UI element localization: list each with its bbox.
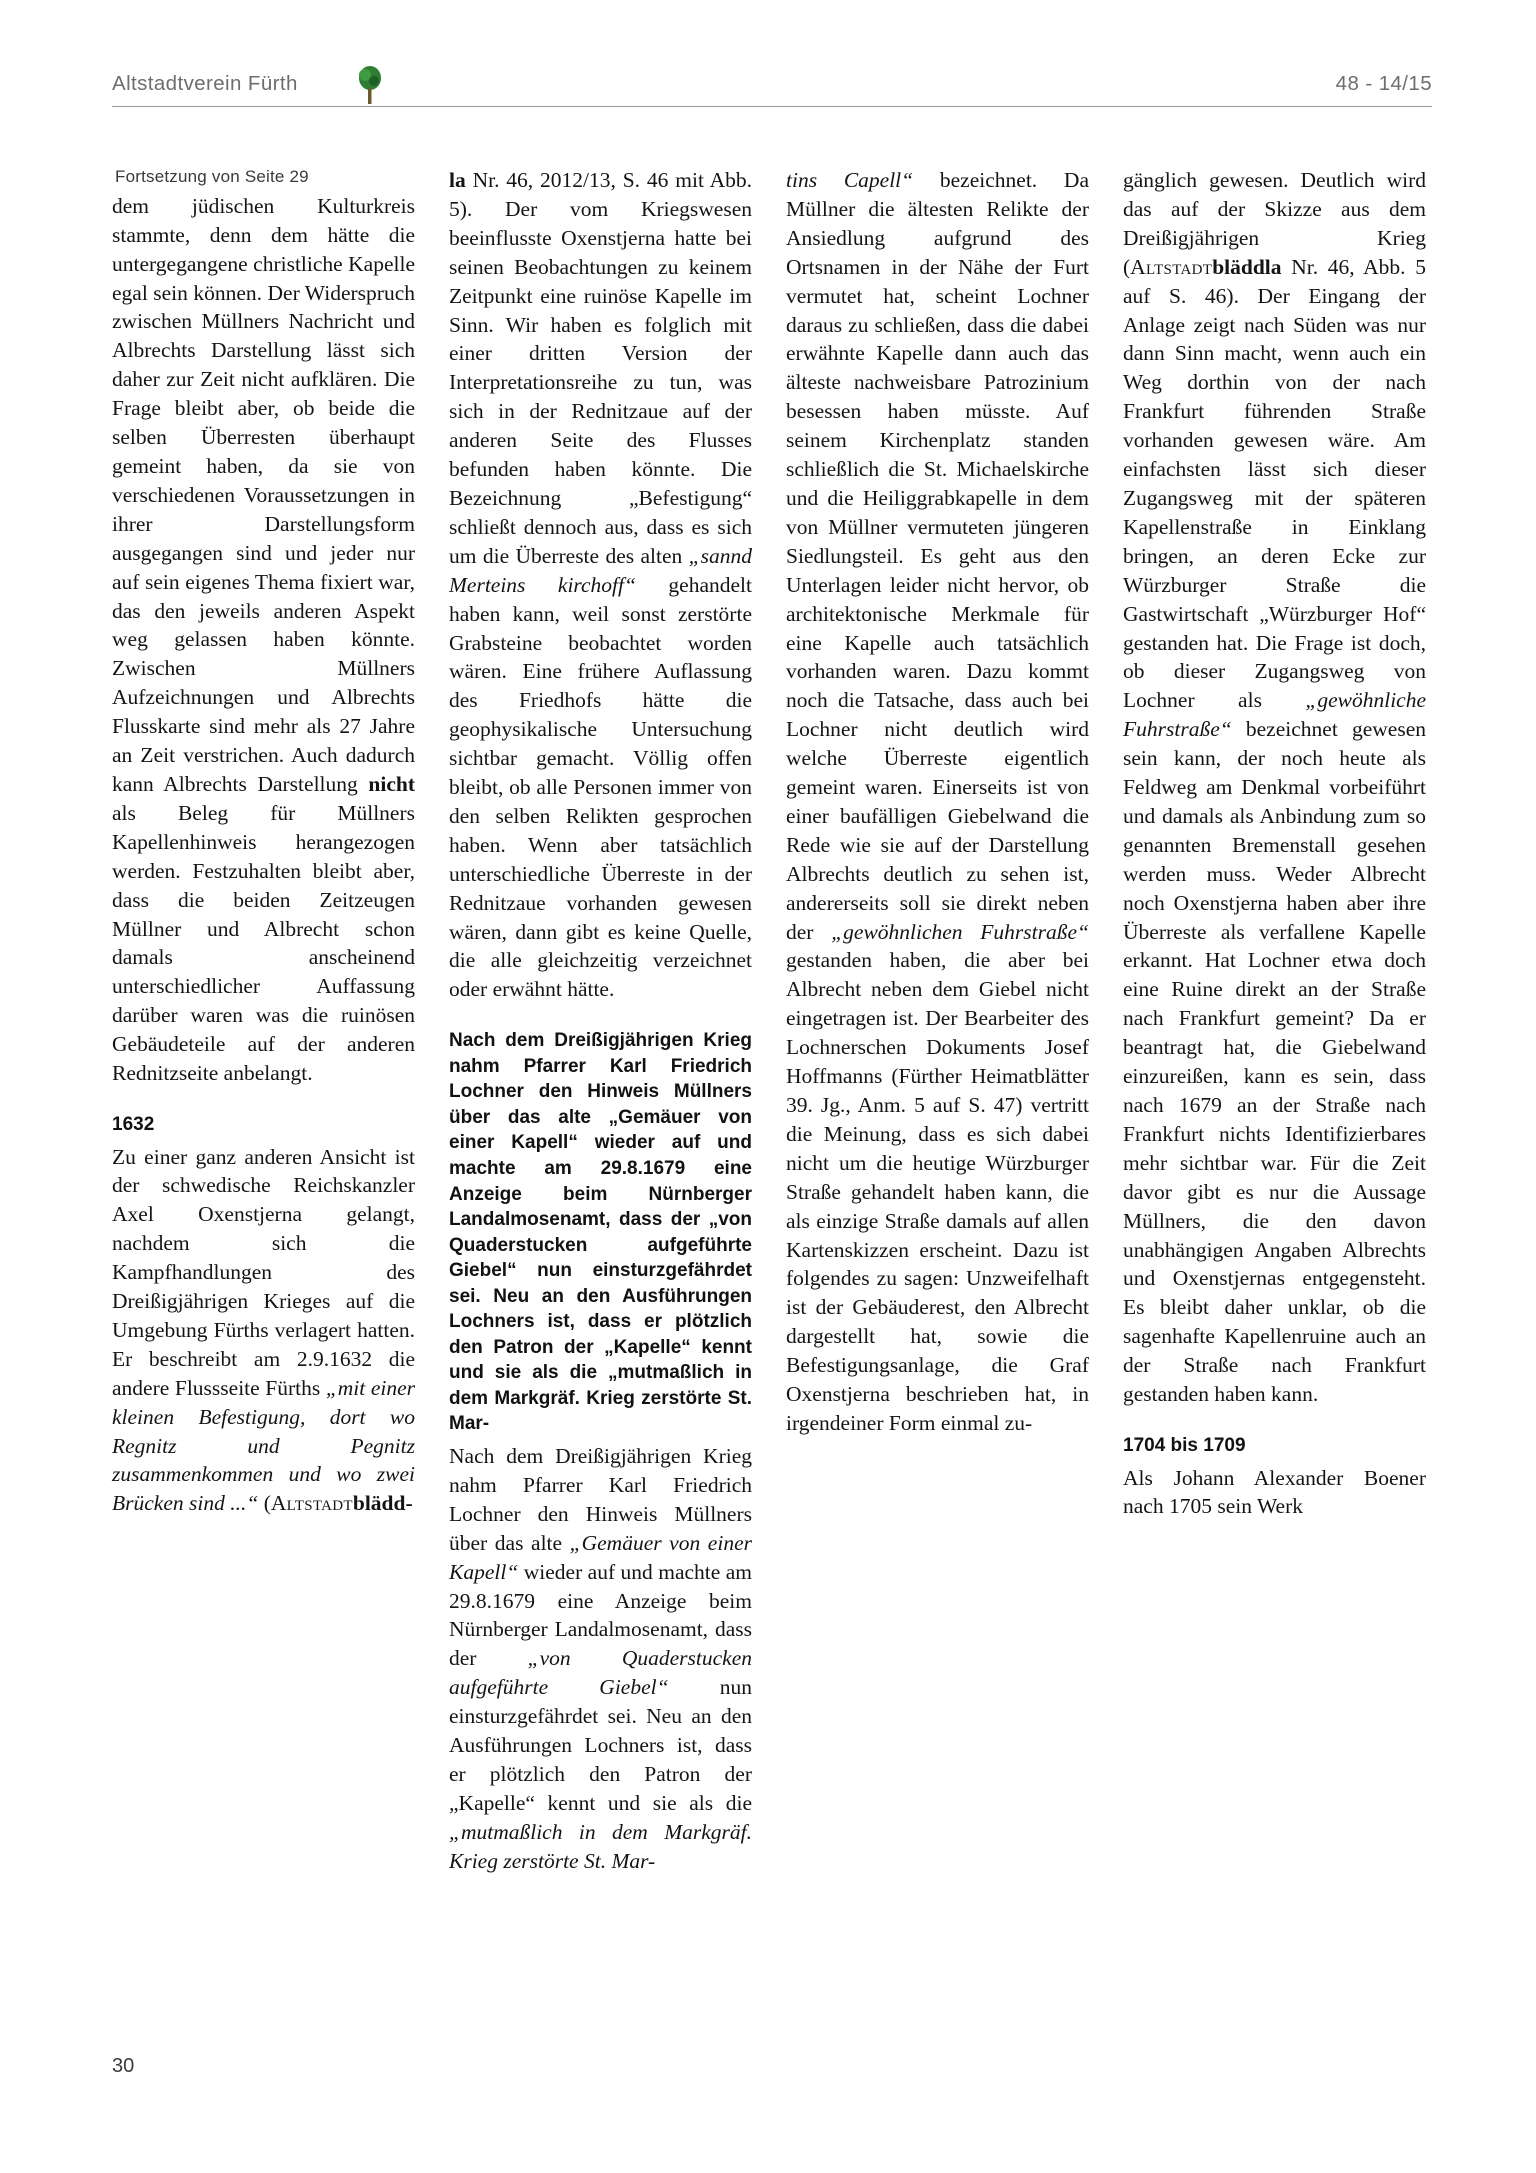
page-number: 30 [112, 2055, 135, 2077]
page-header [112, 72, 1432, 106]
section-heading-1632: 1632 [112, 1113, 155, 1135]
paragraph: Nach dem Dreißigjährigen Krieg nahm Pfarrer Karl Friedrich Lochner den Hinweis Müllners über das alte „Gemäuer von einer Kapell“ wieder auf und machte am 29.8.1679 eine Anzeige beim Nürnberger Landalmosenamt, dass der „von Quaderstucken aufgeführte Giebel“ nun einsturzgefährdet sei. Neu an den Ausführungen Lochners ist, dass er plötzlich den Patron der „Kapelle“ kennt und sie als die „mutmaßlich in dem Markgräf. Krieg zerstörte St. Mar- [449, 1444, 753, 1873]
article-columns [112, 166, 1432, 2006]
paragraph: Als Johann Alexander Boener nach 1705 sein Werk [1123, 1465, 1426, 1519]
header-publication-title: Altstadtverein Fürth [112, 72, 298, 95]
paragraph: tins Capell“ bezeichnet. Da Müllner die ältesten Relikte der Ansiedlung aufgrund des Ortsnamen in der Nähe der Furt vermutet hat, scheint Lochner daraus zu schließen, dass die dabei erwähnte Kapelle dann auch das älteste nachweisbare Patrozinium besessen haben müsste. Auf seinem Kirchenplatz standen schließlich die St. Michaelskirche und die Heiliggrabkapelle in dem von Müllner vermuteten jüngeren Siedlungsteil. Es geht aus den Unterlagen leider nicht hervor, ob architektonische Merkmale für eine Kapelle auch tatsächlich vorhanden waren. Dazu kommt noch die Tatsache, dass auch bei Lochner nicht deutlich wird welche Überreste eigentlich gemeint waren. Einerseits ist von einer baufälligen Giebelwand die Rede wie sie auf der Darstellung Albrechts deutlich zu sehen ist, andererseits soll sie direkt neben der „gewöhnlichen Fuhrstraße“ gestanden haben, die aber bei Albrecht neben dem Giebel nicht eingetragen ist. Der Bearbeiter des Lochnerschen Dokuments Josef Hoffmanns (Fürther Heimatblätter 39. Jg., Anm. 5 auf S. 47) vertritt die Meinung, dass es sich dabei nicht um die heutige Würzburger Straße gehandelt haben kann, die als einzige Straße damals auf allen Kartenskizzen erscheint. Dazu ist folgendes zu sagen: Unzweifelhaft ist der Gebäuderest, den Albrecht dargestellt hat, sowie die Befestigungsanlage, die Graf Oxenstjerna beschrieben hat, in irgendeiner Form einmal zu- [786, 168, 1090, 1435]
section-heading-1704-1709: 1704 bis 1709 [1123, 1434, 1246, 1456]
text-column-1 [112, 166, 415, 2006]
paragraph: dem jüdischen Kulturkreis stammte, denn dem hätte die untergegangene christliche Kapelle egal sein können. Der Widerspruch zwischen Müllners Nachricht und Albrechts Darstellung lässt sich daher zur Zeit nicht aufklären. Die Frage bleibt aber, ob beide die selben Überresten überhaupt gemeint haben, da sie von verschiedenen Voraussetzungen in ihrer Darstellungsform ausgegangen sind und jeder nur auf sein eigenes Thema fixiert war, das den jeweils anderen Aspekt weg gelassen haben könnte. Zwischen Müllners Aufzeichnungen und Albrechts Flusskarte sind mehr als 27 Jahre an Zeit verstrichen. Auch dadurch kann Albrechts Darstellung nicht als Beleg für Müllners Kapellenhinweis herangezogen werden. Festzuhalten bleibt aber, dass die beiden Zeitzeugen Müllner und Albrecht schon damals anscheinend unterschiedlicher Auffassung darüber waren was die ruinösen Gebäudeteile auf der anderen Rednitzseite anbelangt. [112, 193, 415, 1086]
text-column-3 [786, 166, 1089, 2006]
header-divider [112, 106, 1432, 107]
text-column-4 [1123, 166, 1426, 2006]
paragraph: gänglich gewesen. Deutlich wird das auf der Skizze aus dem Dreißigjährigen Krieg (Altstadtbläddla Nr. 46, Abb. 5 auf S. 46). Der Eingang der Anlage zeigt nach Süden was nur dann Sinn macht, wenn auch ein Weg dorthin von der nach Frankfurt führenden Straße vorhanden gewesen wäre. Am einfachsten lässt sich dieser Zugangsweg mit der späteren Kapellenstraße in Einklang bringen, an deren Ecke zur Würzburger Straße die Gastwirtschaft „Würzburger Hof“ gestanden hat. Die Frage ist doch, ob dieser Zugangsweg von Lochner als „gewöhnliche Fuhrstraße“ bezeichnet gewesen sein kann, der noch heute als Feldweg am Denkmal vorbeiführt und damals als Anbindung zum so genannten Bremenstall gesehen werden muss. Weder Albrecht noch Oxenstjerna haben aber ihre Überreste als verfallene Kapelle erkannt. Hat Lochner etwa doch eine Ruine direkt an der Straße nach Frankfurt gemeint? Da er beantragt hat, die Giebelwand einzureißen, kann es sein, dass nach 1679 an der Straße nach Frankfurt nichts Identifizierbares mehr sichtbar war. Für die Zeit davor gibt es nur die Aussage Müllners, die den davon unabhängigen Angaben Albrechts und Oxenstjernas entgegensteht. Es bleibt daher unklar, ob die sagenhafte Kapellenruine auch an der Straße nach Frankfurt gestanden haben kann. [1123, 168, 1426, 1407]
paragraph: la Nr. 46, 2012/13, S. 46 mit Abb. 5). Der vom Kriegswesen beeinflusste Oxenstjerna hatte bei seinen Beobachtungen zu keinem Zeitpunkt eine ruinöse Kapelle im Sinn. Wir haben es folglich mit einer dritten Version der Interpretationsreihe zu tun, was sich in der Rednitzaue auf der anderen Seite des Flusses befunden haben könnte. Die Bezeichnung „Befestigung“ schließt dennoch aus, dass es sich um die Überreste des alten „sannd Merteins kirchoff“ gehandelt haben kann, weil sonst zerstörte Grabsteine beobachtet worden wären. Eine frühere Auflassung des Friedhofs hätte die geophysikalische Untersuchung sichtbar gemacht. Völlig offen bleibt, ob alle Personen immer von den selben Relikten gesprochen haben. Wenn aber tatsächlich unterschiedliche Überreste in der Rednitzaue vorhanden gewesen wären, dann gibt es keine Quelle, die alle gleichzeitig verzeichnet oder erwähnt hätte. [449, 168, 752, 1002]
tree-logo-icon [355, 65, 385, 107]
text-column-2 [449, 166, 752, 2006]
header-issue-label: 48 - 14/15 [1335, 72, 1432, 95]
section-heading-1679: Nach dem Dreißigjährigen Krieg nahm Pfarrer Karl Friedrich Lochner den Hinweis Müllners über das alte „Gemäuer von einer Kapell“ wieder auf und machte am 29.8.1679 eine Anzeige beim Nürnberger Landalmosenamt, dass der „von Quaderstucken aufgeführte Giebel“ nun einsturzgefährdet sei. Neu an den Ausführungen Lochners ist, dass er plötzlich den Patron der „Kapelle“ kennt und sie als die „mutmaßlich in dem Markgräf. Krieg zerstörte St. Mar- [449, 1030, 752, 1435]
paragraph: Zu einer ganz anderen Ansicht ist der schwedische Reichskanzler Axel Oxenstjerna gelangt, nachdem sich die Kampfhandlungen des Dreißigjährigen Krieges auf die Umgebung Fürths verlagert hatten. Er beschreibt am 2.9.1632 die andere Flussseite Fürths „mit einer kleinen Befestigung, dort wo Regnitz und Pegnitz zusammenkommen und wo zwei Brücken sind ...“ (Altstadtblädd- [112, 1144, 416, 1516]
continuation-note: Fortsetzung von Seite 29 [115, 167, 309, 186]
